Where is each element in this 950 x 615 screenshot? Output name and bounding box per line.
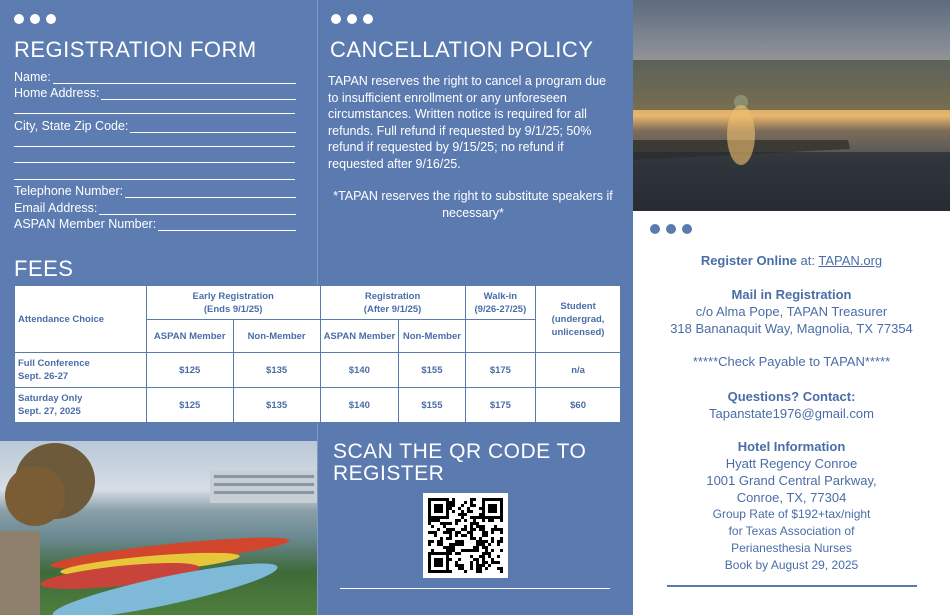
mail-registration-title: Mail in Registration bbox=[731, 287, 852, 302]
registration-sub: (After 9/1/25) bbox=[363, 303, 422, 315]
dots-decoration bbox=[331, 14, 373, 24]
divider bbox=[340, 588, 610, 589]
email-field[interactable] bbox=[14, 200, 296, 215]
table-header-row bbox=[15, 286, 621, 320]
aspan-member-number-field[interactable] bbox=[14, 216, 296, 231]
fee-cell: $155 bbox=[399, 353, 465, 388]
check-payable-note: *****Check Payable to TAPAN***** bbox=[692, 354, 891, 369]
mail-line-2: 318 Bananaquit Way, Magnolia, TX 77354 bbox=[670, 321, 913, 336]
sunset-lake-photo bbox=[633, 0, 950, 211]
city-state-zip-field[interactable] bbox=[14, 118, 296, 133]
email-label: Email Address: bbox=[14, 201, 98, 215]
name-field[interactable] bbox=[14, 69, 296, 84]
table-row bbox=[15, 388, 621, 423]
mail-line-1: c/o Alma Pope, TAPAN Treasurer bbox=[695, 304, 888, 319]
non-member-header: Non-Member bbox=[233, 320, 320, 353]
early-registration-sub: (Ends 9/1/25) bbox=[203, 303, 263, 315]
table-row bbox=[15, 353, 621, 388]
speaker-substitution-note: *TAPAN reserves the right to substitute speakers if necessary* bbox=[333, 189, 613, 220]
row-label-line2: Sept. 27, 2025 bbox=[18, 406, 81, 417]
divider bbox=[667, 585, 917, 587]
register-online-at: at: bbox=[796, 253, 819, 268]
walk-in-header bbox=[465, 286, 536, 320]
attendance-choice-label: Attendance Choice bbox=[18, 313, 105, 325]
fee-cell: $155 bbox=[399, 388, 465, 423]
fee-cell: $60 bbox=[536, 388, 621, 423]
cancellation-policy-title: CANCELLATION POLICY bbox=[330, 37, 594, 62]
qr-code-icon bbox=[423, 493, 508, 578]
book-by-date: Book by August 29, 2025 bbox=[724, 558, 859, 572]
qr-section-title: SCAN THE QR CODE TO REGISTER bbox=[333, 440, 587, 485]
student-header bbox=[536, 286, 621, 353]
student-sub: (undergrad, unlicensed) bbox=[551, 313, 605, 338]
row-label bbox=[15, 353, 147, 388]
fee-cell: $125 bbox=[146, 353, 233, 388]
dots-decoration bbox=[14, 14, 56, 24]
registration-qr-code[interactable] bbox=[423, 493, 508, 578]
aspan-member-header: ASPAN Member bbox=[146, 320, 233, 353]
fee-cell: $140 bbox=[320, 388, 399, 423]
aspan-member-header: ASPAN Member bbox=[320, 320, 399, 353]
kayak-scene-image bbox=[0, 441, 317, 615]
fee-cell: $125 bbox=[146, 388, 233, 423]
register-online-label: Register Online bbox=[700, 253, 797, 268]
walk-in-subheader-empty bbox=[465, 320, 536, 353]
dots-decoration bbox=[650, 224, 692, 234]
group-rate-1: Group Rate of $192+tax/night bbox=[712, 507, 871, 521]
fee-cell: n/a bbox=[536, 353, 621, 388]
blank-line[interactable] bbox=[14, 146, 295, 147]
fee-cell: $135 bbox=[233, 388, 320, 423]
fees-table bbox=[14, 285, 621, 423]
early-registration-header bbox=[146, 286, 320, 320]
blank-line[interactable] bbox=[14, 179, 295, 180]
row-label-line1: Saturday Only bbox=[18, 393, 83, 404]
cancellation-policy-body: TAPAN reserves the right to cancel a program due to insufficient enrollment or any unforeseen circumstances. Written notice is required for all refunds. Full refund if requested by 9/1/25; 50% refund if requested by 9/15/25; no refund if requested after 9/16/25. bbox=[328, 74, 607, 171]
row-label-line1: Full Conference bbox=[18, 358, 90, 369]
telephone-field[interactable] bbox=[14, 183, 296, 198]
row-label bbox=[15, 388, 147, 423]
hotel-title: Hotel Information bbox=[737, 439, 846, 454]
walk-in-sub: (9/26-27/25) bbox=[474, 303, 527, 315]
group-rate-3: Perianesthesia Nurses bbox=[731, 541, 852, 555]
hotel-address-1: 1001 Grand Central Parkway, bbox=[706, 473, 877, 488]
sunset-scene-image bbox=[633, 0, 950, 211]
blank-line[interactable] bbox=[14, 162, 295, 163]
attendance-choice-header bbox=[15, 286, 147, 353]
hotel-information bbox=[633, 438, 950, 574]
hotel-name: Hyatt Regency Conroe bbox=[725, 456, 858, 471]
registration-form-title: REGISTRATION FORM bbox=[14, 37, 257, 62]
registration-header bbox=[320, 286, 465, 320]
aspan-member-number-label: ASPAN Member Number: bbox=[14, 217, 157, 231]
fee-cell: $175 bbox=[465, 353, 536, 388]
name-label: Name: bbox=[14, 70, 51, 84]
early-registration-label: Early Registration bbox=[192, 290, 274, 302]
mail-registration bbox=[633, 286, 950, 337]
city-state-zip-label: City, State Zip Code: bbox=[14, 119, 129, 133]
home-address-field[interactable] bbox=[14, 85, 296, 100]
contact-email[interactable]: Tapanstate1976@gmail.com bbox=[709, 406, 874, 421]
non-member-header: Non-Member bbox=[399, 320, 465, 353]
questions-title: Questions? Contact: bbox=[727, 389, 856, 404]
row-label-line2: Sept. 26-27 bbox=[18, 371, 69, 382]
questions-contact bbox=[633, 388, 950, 422]
register-online bbox=[633, 252, 950, 269]
walk-in-label: Walk-in bbox=[483, 290, 518, 302]
telephone-label: Telephone Number: bbox=[14, 184, 124, 198]
fee-cell: $175 bbox=[465, 388, 536, 423]
group-rate-2: for Texas Association of bbox=[728, 524, 855, 538]
registration-label: Registration bbox=[364, 290, 421, 302]
tapan-website-link[interactable]: TAPAN.org bbox=[818, 253, 883, 268]
home-address-line-2[interactable] bbox=[14, 113, 295, 114]
fee-cell: $135 bbox=[233, 353, 320, 388]
hotel-address-2: Conroe, TX, 77304 bbox=[736, 490, 847, 505]
student-label: Student bbox=[560, 300, 596, 312]
fee-cell: $140 bbox=[320, 353, 399, 388]
fees-title: FEES bbox=[14, 256, 74, 281]
home-address-label: Home Address: bbox=[14, 86, 100, 100]
kayak-photo bbox=[0, 441, 317, 615]
